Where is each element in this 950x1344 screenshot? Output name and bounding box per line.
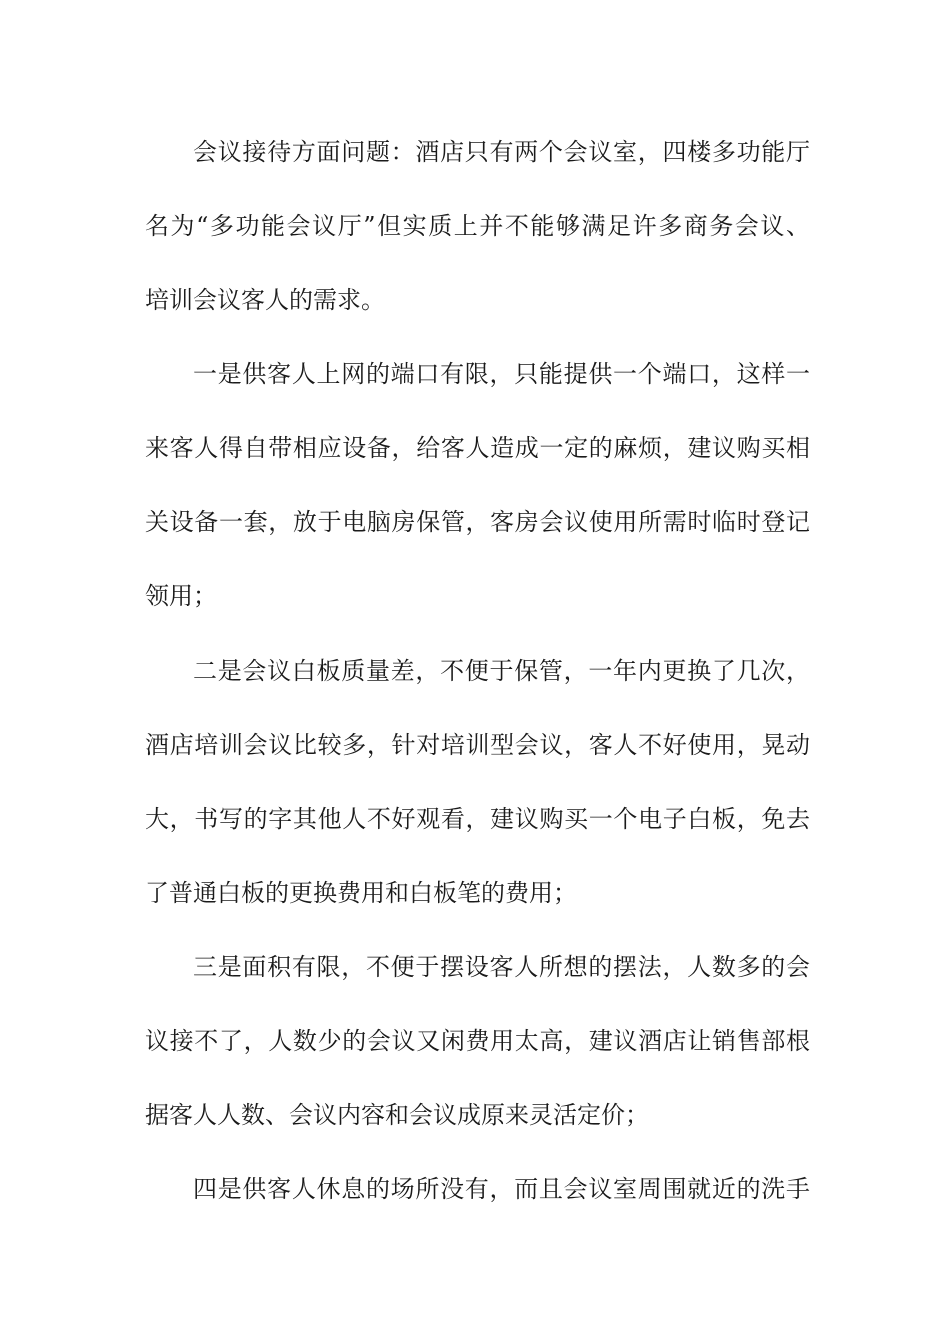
paragraph-line: 大，书写的字其他人不好观看，建议购买一个电子白板，免去 xyxy=(145,805,810,833)
paragraph-line: 议接不了，人数少的会议又闲费用太高，建议酒店让销售部根 xyxy=(145,1027,810,1055)
paragraph-line: 关设备一套，放于电脑房保管，客房会议使用所需时临时登记 xyxy=(145,508,810,536)
paragraph-line: 会议接待方面问题：酒店只有两个会议室，四楼多功能厅 xyxy=(193,138,810,166)
paragraph-line: 领用； xyxy=(145,582,217,610)
paragraph-line: 三是面积有限，不便于摆设客人所想的摆法，人数多的会 xyxy=(193,953,810,981)
paragraph-line: 名为“多功能会议厅”但实质上并不能够满足许多商务会议、 xyxy=(145,212,810,240)
paragraph-line: 二是会议白板质量差，不便于保管，一年内更换了几次， xyxy=(193,657,810,685)
paragraph-line: 一是供客人上网的端口有限，只能提供一个端口，这样一 xyxy=(193,360,810,388)
paragraph-line: 四是供客人休息的场所没有，而且会议室周围就近的洗手 xyxy=(193,1175,810,1203)
paragraph-line: 据客人人数、会议内容和会议成原来灵活定价； xyxy=(145,1101,649,1129)
paragraph-line: 了普通白板的更换费用和白板笔的费用； xyxy=(145,879,577,907)
paragraph-line: 来客人得自带相应设备，给客人造成一定的麻烦，建议购买相 xyxy=(145,434,810,462)
paragraph-line: 培训会议客人的需求。 xyxy=(145,286,385,314)
paragraph-line: 酒店培训会议比较多，针对培训型会议，客人不好使用，晃动 xyxy=(145,731,810,759)
